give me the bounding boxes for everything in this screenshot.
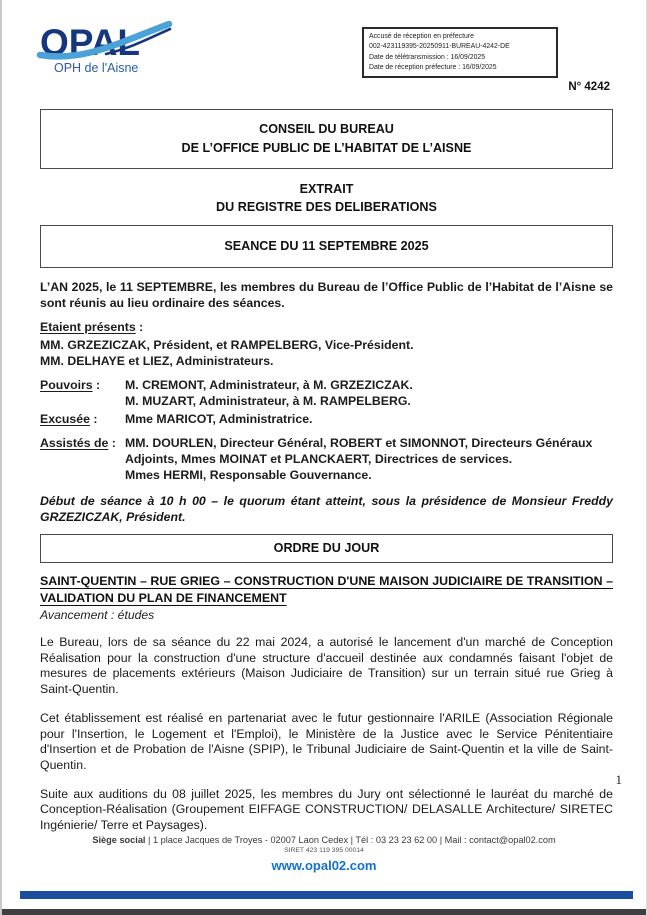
opal-logo-subtitle: OPH de l'Aisne — [54, 61, 139, 75]
title-line-2: DE L’OFFICE PUBLIC DE L’HABITAT DE L’AISNE — [181, 140, 472, 155]
deliberation-subheading: Avancement : études — [40, 607, 155, 622]
assistes-line: MM. DOURLEN, Directeur Général, ROBERT et SIMONNOT, Directeurs Généraux Adjoints, Mmes MOINAT et PLANCKAERT, Directrices de services. — [125, 435, 593, 466]
footer-blue-bar — [20, 891, 633, 899]
stamp-line-4: Date de réception préfecture : 16/09/2025 — [369, 64, 497, 72]
pouvoir-line: M. CREMONT, Administrateur, à M. GRZEZICZAK. — [125, 377, 413, 392]
title-box — [40, 109, 613, 169]
footer-siret: SIRET 423 119 395 00014 — [284, 847, 364, 854]
scan-bottom-edge — [2, 909, 646, 915]
present-line: MM. GRZEZICZAK, Président, et RAMPELBERG, Vice-Président. — [40, 337, 414, 352]
body-paragraph: Cet établissement est réalisé en partenariat avec le futur gestionnaire l'ARILE (Association Régionale pour l'Insertion, le Logement et l'Emploi), le Ministère de la Justice avec le Service Pénitentiaire d'Insertion et de Probation de l'Aisne (SPIP), le Tribunal Judiciaire de Saint-Quentin et la ville de Saint-Quentin. — [40, 710, 613, 772]
present-list — [40, 338, 613, 370]
ordre-du-jour-title: ORDRE DU JOUR — [273, 541, 380, 556]
body-paragraph: Le Bureau, lors de sa séance du 22 mai 2024, a autorisé le lancement d'un marché de Conception Réalisation pour la construction d'une structure d'accueil destinée aux condamnés faisant l'objet de mesures de placements extérieurs (Maison Judiciaire de Transition) sur un terrain situé rue Grieg à Saint-Quentin. — [40, 634, 613, 697]
ordre-du-jour-box — [40, 534, 613, 563]
stamp-line-3: Date de télétransmission : 16/09/2025 — [369, 53, 486, 61]
opal-logo-wordmark — [40, 24, 140, 61]
seance-title: SEANCE DU 11 SEPTEMBRE 2025 — [224, 239, 429, 254]
body-paragraph: Suite aux auditions du 08 juillet 2025, les membres du Jury ont sélectionné le lauréat du marché de Conception-Réalisation (Groupement EIFFAGE CONSTRUCTION/ DELASALLE Architecture/ SIRETEC Ingénierie/ Terre et Paysages). — [40, 786, 613, 833]
footer-siege-label: Siège social — [92, 835, 146, 845]
pouvoirs-row — [40, 378, 613, 410]
excusee-label: Excusée : — [40, 411, 98, 426]
assistes-row — [40, 436, 613, 484]
document-body — [40, 109, 613, 834]
footer-website: www.opal02.com — [271, 858, 377, 873]
extrait-line-2: DU REGISTRE DES DELIBERATIONS — [216, 200, 437, 215]
present-label: Etaient présents : — [40, 319, 144, 334]
assistes-line: Mmes HERMI, Responsable Gouvernance. — [125, 467, 372, 482]
seance-box — [40, 225, 613, 268]
assistes-label: Assistés de : — [40, 435, 116, 450]
deliberation-heading: SAINT-QUENTIN – RUE GRIEG – CONSTRUCTION D'UNE MAISON JUDICIAIRE DE TRANSITION – VALIDATION DU PLAN DE FINANCEMENT — [40, 574, 613, 606]
excusee-line: Mme MARICOT, Administratrice. — [125, 411, 313, 426]
stamp-line-1: Accusé de réception en préfecture — [369, 33, 474, 40]
pouvoir-line: M. MUZART, Administrateur, à M. RAMPELBERG. — [125, 393, 411, 408]
title-line-1: CONSEIL DU BUREAU — [259, 122, 394, 136]
intro-paragraph: L’AN 2025, le 11 SEPTEMBRE, les membres du Bureau de l’Office Public de l’Habitat de l’Aisne se sont réunis au lieu ordinaire des séances. — [40, 280, 613, 310]
deliberation-number: N° 4242 — [568, 81, 610, 93]
present-line: MM. DELHAYE et LIEZ, Administrateurs. — [40, 353, 274, 368]
excusee-row — [40, 412, 613, 428]
stamp-line-2: 002-423119395-20250911-BUREAU-4242-DE — [369, 43, 510, 51]
opal-logo — [40, 24, 180, 75]
page-number: 1 — [615, 772, 622, 787]
quorum-statement: Début de séance à 10 h 00 – le quorum étant atteint, sous la présidence de Monsieur Freddy GRZEZICZAK, Président. — [40, 493, 613, 524]
prefecture-stamp — [362, 27, 558, 78]
opal-logo-text: OPAL — [40, 22, 141, 63]
extrait-heading — [40, 180, 613, 217]
extrait-line-1: EXTRAIT — [299, 181, 354, 196]
footer-address — [2, 835, 646, 845]
pouvoirs-label: Pouvoirs : — [40, 377, 101, 392]
footer-address-rest: | 1 place Jacques de Troyes - 02007 Laon Cedex | Tél : 03 23 23 62 00 | Mail : contact@opal02.com — [145, 835, 556, 845]
